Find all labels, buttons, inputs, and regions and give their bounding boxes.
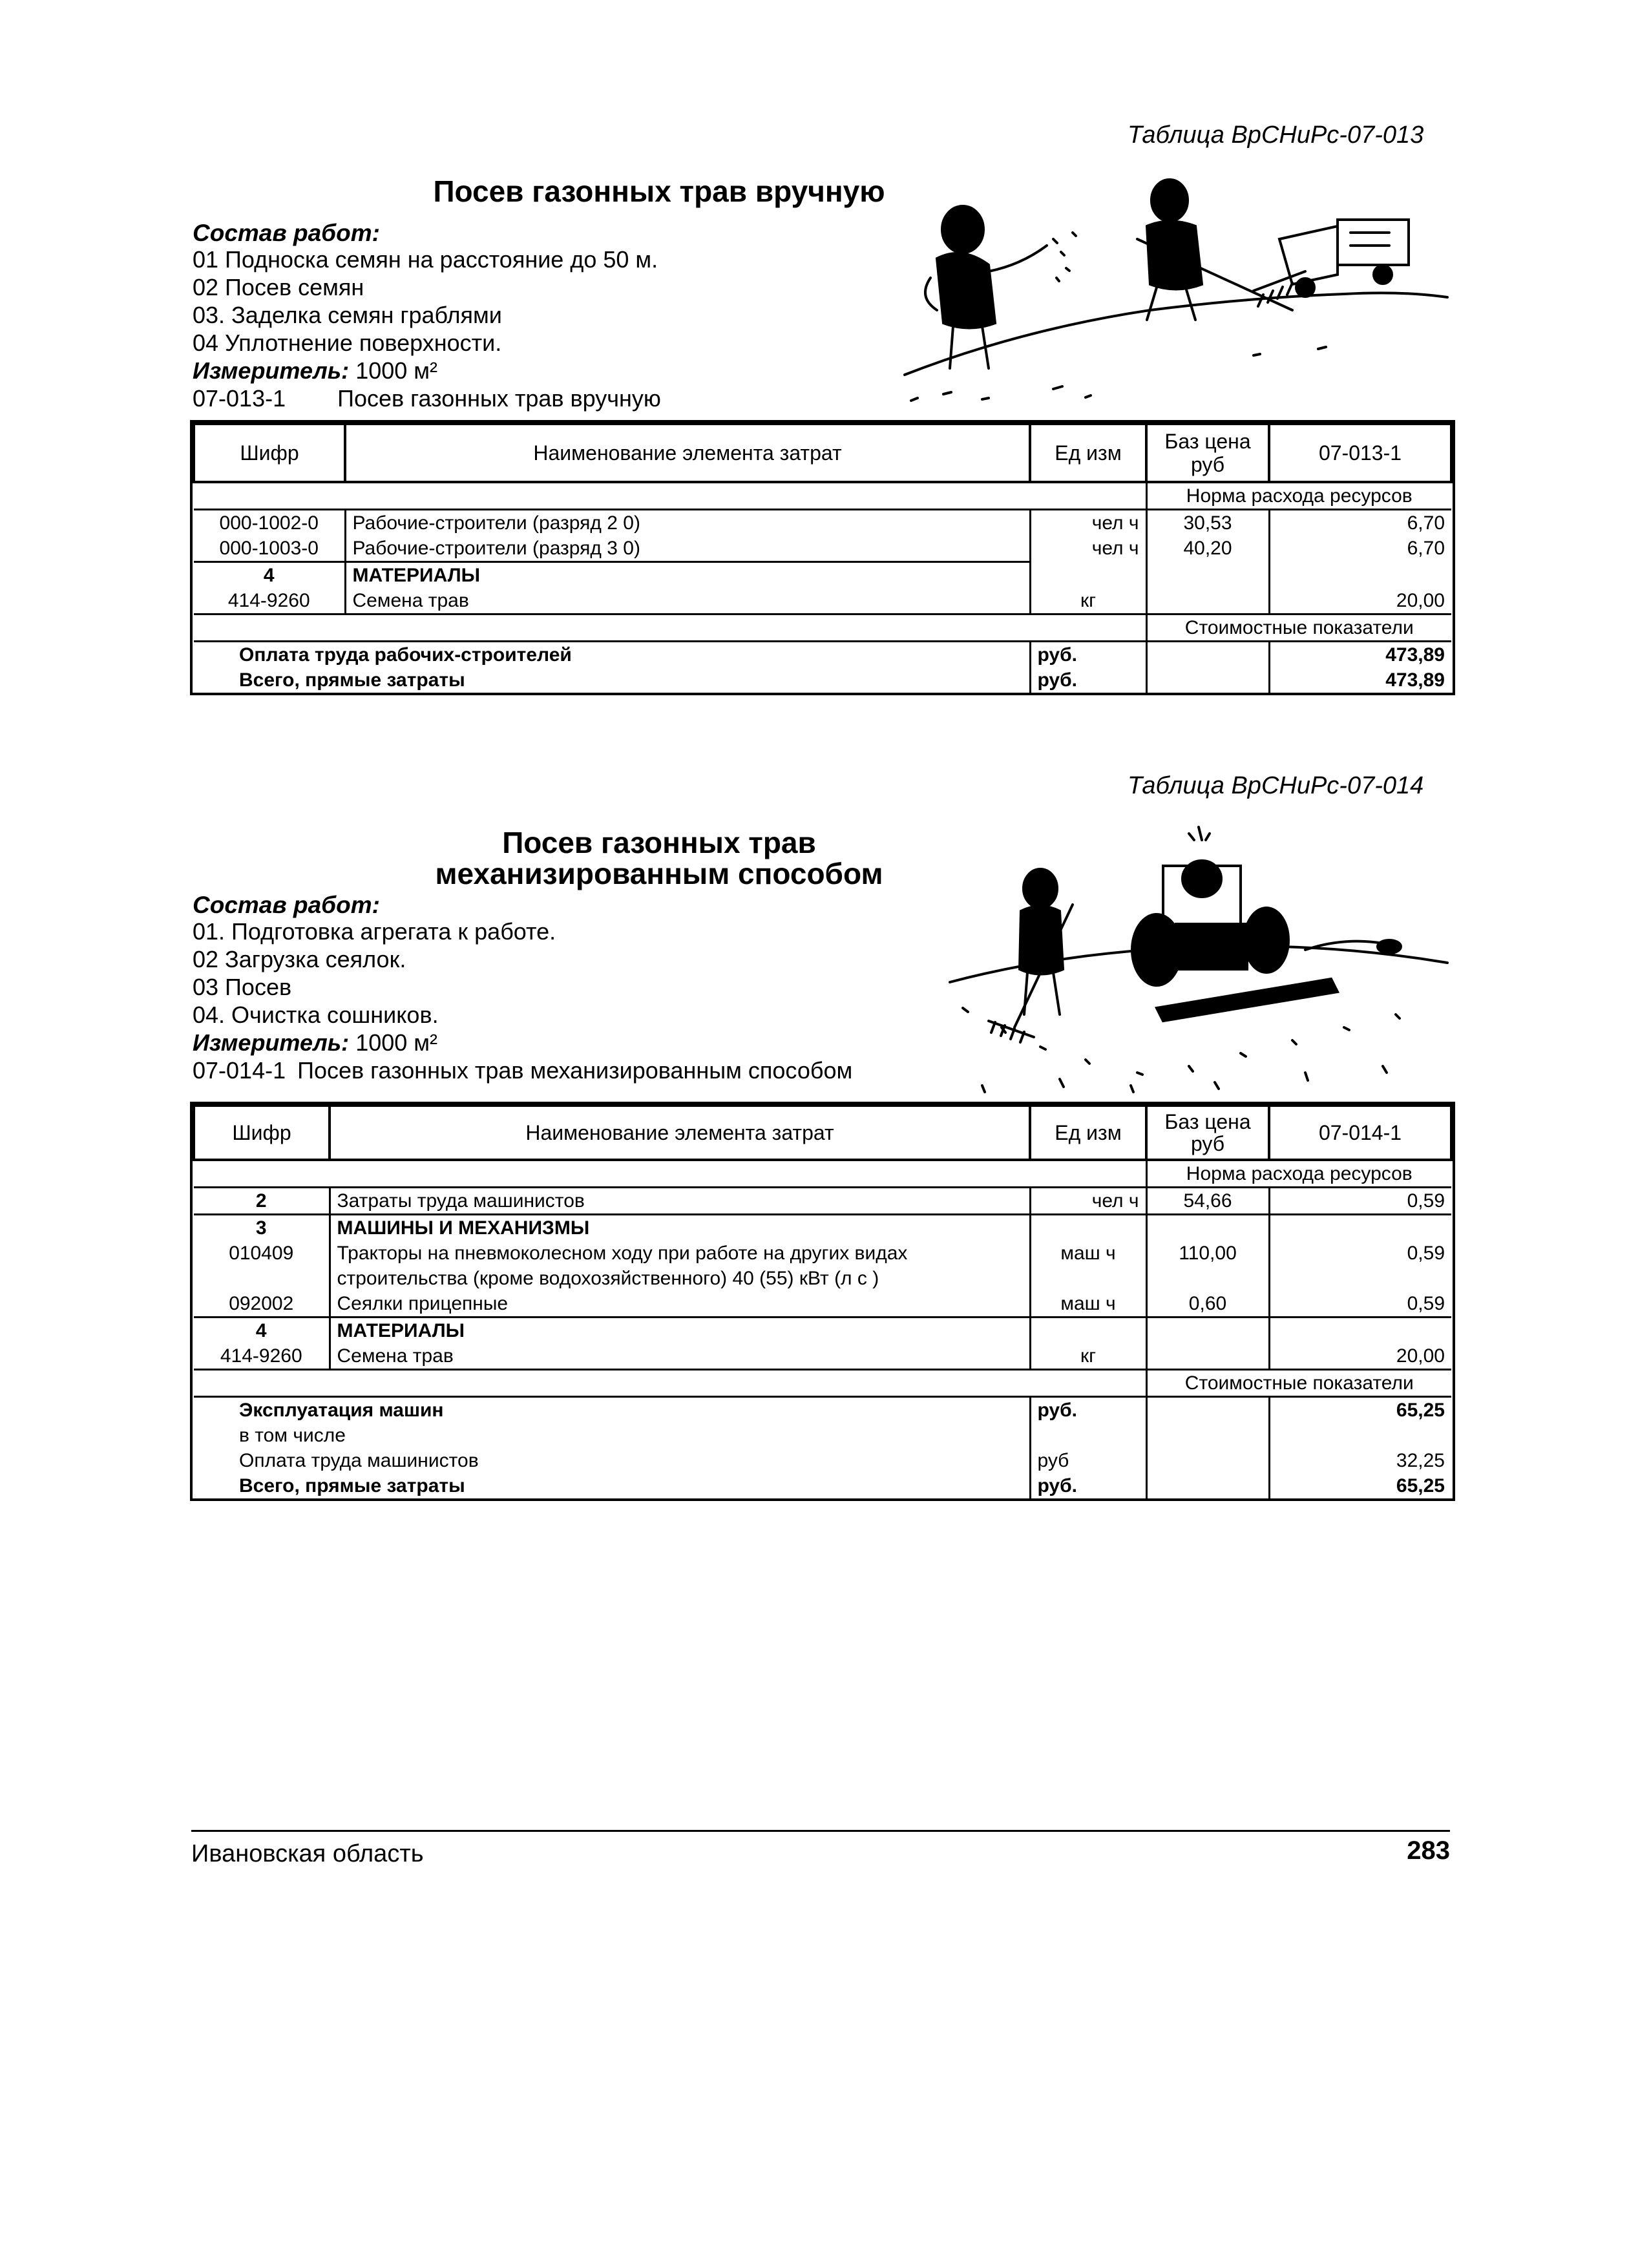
footer-region: Ивановская область [191, 1840, 424, 1867]
row-name: МАТЕРИАЛЫ [345, 562, 1030, 589]
cost-unit: руб [1030, 1448, 1146, 1473]
cost-unit: руб. [1030, 1473, 1146, 1498]
row-name [330, 1241, 1030, 1291]
item-code: 07-014-1 [193, 1057, 286, 1084]
row-price: 30,53 [1146, 510, 1269, 536]
row-code: 010409 [194, 1241, 330, 1291]
row-name: Рабочие-строители (разряд 2 0) [345, 510, 1030, 536]
measure-value: 1000 м² [355, 1029, 438, 1056]
resource-table [193, 423, 1453, 693]
row-code: 414-9260 [194, 588, 345, 614]
row-name-line: Тракторы на пневмоколесном ходу при работе на других видах [337, 1243, 908, 1264]
header-code: Шифр [194, 1106, 330, 1160]
cost-value: 473,89 [1385, 669, 1445, 691]
row-unit [1030, 562, 1146, 589]
work-step: 04. Очистка сошников. [193, 1002, 439, 1028]
row-code: 092002 [194, 1291, 330, 1318]
row-value: 20,00 [1396, 590, 1445, 611]
row-price: 54,66 [1146, 1188, 1269, 1215]
cost-name: Всего, прямые затраты [194, 667, 1030, 693]
row-price: 110,00 [1146, 1241, 1269, 1291]
header-price: Баз цена руб [1146, 424, 1269, 482]
row-name: Семена трав [330, 1343, 1030, 1370]
measure-label: Измеритель: [193, 357, 350, 384]
header-code: Шифр [194, 424, 345, 482]
cost-value [1269, 1423, 1451, 1448]
row-value: 6,70 [1407, 512, 1445, 534]
item-code: 07-013-1 [193, 385, 286, 412]
row-code: 000-1003-0 [194, 536, 345, 562]
section-title [323, 827, 995, 890]
composition-label: Состав работ: [193, 220, 380, 246]
norm-label: Норма расхода ресурсов [1146, 1160, 1451, 1188]
measure-line [193, 1029, 852, 1056]
row-unit: маш ч [1030, 1291, 1146, 1318]
measure-value: 1000 м² [355, 357, 438, 384]
header-column: 07-014-1 [1269, 1106, 1451, 1160]
row-value: 0,59 [1269, 1188, 1451, 1215]
cost-name: Эксплуатация машин [194, 1397, 1030, 1423]
workers-sowing-illustration [892, 162, 1454, 407]
item-name: Посев газонных трав механизированным способом [297, 1057, 853, 1084]
cost-label: Стоимостные показатели [1146, 614, 1451, 642]
cost-unit: руб. [1030, 667, 1146, 693]
work-step: 01 Подноска семян на расстояние до 50 м. [193, 246, 658, 273]
cost-name: в том числе [194, 1423, 1030, 1448]
row-name: МАТЕРИАЛЫ [330, 1318, 1030, 1344]
row-code: 2 [194, 1188, 330, 1215]
row-value: 0,59 [1407, 1243, 1445, 1264]
section-title-line: Посев газонных трав [502, 826, 816, 859]
cost-value: 65,25 [1396, 1475, 1445, 1496]
table-reference: Таблица ВрСНиРс-07-014 [1128, 772, 1424, 799]
header-name: Наименование элемента затрат [330, 1106, 1030, 1160]
work-step: 04 Уплотнение поверхности. [193, 330, 502, 356]
page-number: 283 [1407, 1836, 1450, 1865]
row-name: МАШИНЫ И МЕХАНИЗМЫ [330, 1215, 1030, 1241]
measure-line [193, 357, 661, 384]
item-line [193, 1056, 852, 1084]
section-title: Посев газонных трав вручную [433, 174, 885, 208]
row-value [1269, 562, 1451, 589]
section-title-line: механизированным способом [435, 857, 883, 891]
header-unit: Ед изм [1030, 424, 1146, 482]
cost-name: Оплата труда рабочих-строителей [194, 642, 1030, 668]
row-value: 20,00 [1396, 1345, 1445, 1367]
header-price: Баз цена руб [1146, 1106, 1269, 1160]
row-name-line: строительства (кроме водохозяйственного) 40 (55) кВт (л с ) [337, 1268, 879, 1289]
cost-name: Оплата труда машинистов [194, 1448, 1030, 1473]
row-name: Семена трав [345, 588, 1030, 614]
cost-label: Стоимостные показатели [1146, 1370, 1451, 1397]
resource-table [193, 1104, 1453, 1498]
cost-value: 473,89 [1385, 644, 1445, 666]
work-step: 03. Заделка семян граблями [193, 302, 502, 328]
norm-label: Норма расхода ресурсов [1146, 482, 1451, 510]
cost-value: 32,25 [1396, 1450, 1445, 1471]
footer-divider [191, 1830, 1450, 1832]
work-step: 02 Загрузка сеялок. [193, 946, 406, 972]
cost-unit: руб. [1030, 1397, 1146, 1423]
row-unit: кг [1030, 1343, 1146, 1370]
item-name: Посев газонных трав вручную [337, 385, 661, 412]
cost-unit [1030, 1423, 1146, 1448]
header-column: 07-013-1 [1269, 424, 1451, 482]
row-unit: чел ч [1030, 510, 1146, 536]
work-steps [193, 246, 661, 412]
row-name: Сеялки прицепные [330, 1291, 1030, 1318]
header-name: Наименование элемента затрат [345, 424, 1030, 482]
row-code: 414-9260 [194, 1343, 330, 1370]
work-step: 03 Посев [193, 974, 292, 1000]
header-unit: Ед изм [1030, 1106, 1146, 1160]
row-price: 0,60 [1146, 1291, 1269, 1318]
item-line [193, 384, 661, 412]
row-price [1146, 588, 1269, 614]
work-steps [193, 918, 852, 1084]
cost-name: Всего, прямые затраты [194, 1473, 1030, 1498]
row-unit: маш ч [1030, 1241, 1146, 1291]
row-value: 0,59 [1269, 1291, 1451, 1318]
tractor-sowing-illustration [943, 814, 1454, 1098]
row-value: 6,70 [1407, 538, 1445, 559]
cost-value: 65,25 [1396, 1400, 1445, 1421]
row-price [1146, 562, 1269, 589]
row-code: 4 [194, 1318, 330, 1344]
row-code: 3 [194, 1215, 330, 1241]
row-code: 4 [194, 562, 345, 589]
row-name: Затраты труда машинистов [330, 1188, 1030, 1215]
composition-label: Состав работ: [193, 892, 380, 918]
table-reference: Таблица ВрСНиРс-07-013 [1128, 121, 1424, 149]
row-unit: чел ч [1030, 1188, 1146, 1215]
measure-label: Измеритель: [193, 1029, 350, 1056]
row-price: 40,20 [1146, 536, 1269, 562]
row-name: Рабочие-строители (разряд 3 0) [345, 536, 1030, 562]
row-unit: кг [1030, 588, 1146, 614]
row-code: 000-1002-0 [194, 510, 345, 536]
row-price [1146, 1343, 1269, 1370]
cost-unit: руб. [1030, 642, 1146, 668]
work-step: 01. Подготовка агрегата к работе. [193, 918, 556, 945]
work-step: 02 Посев семян [193, 274, 364, 300]
row-unit: чел ч [1030, 536, 1146, 562]
